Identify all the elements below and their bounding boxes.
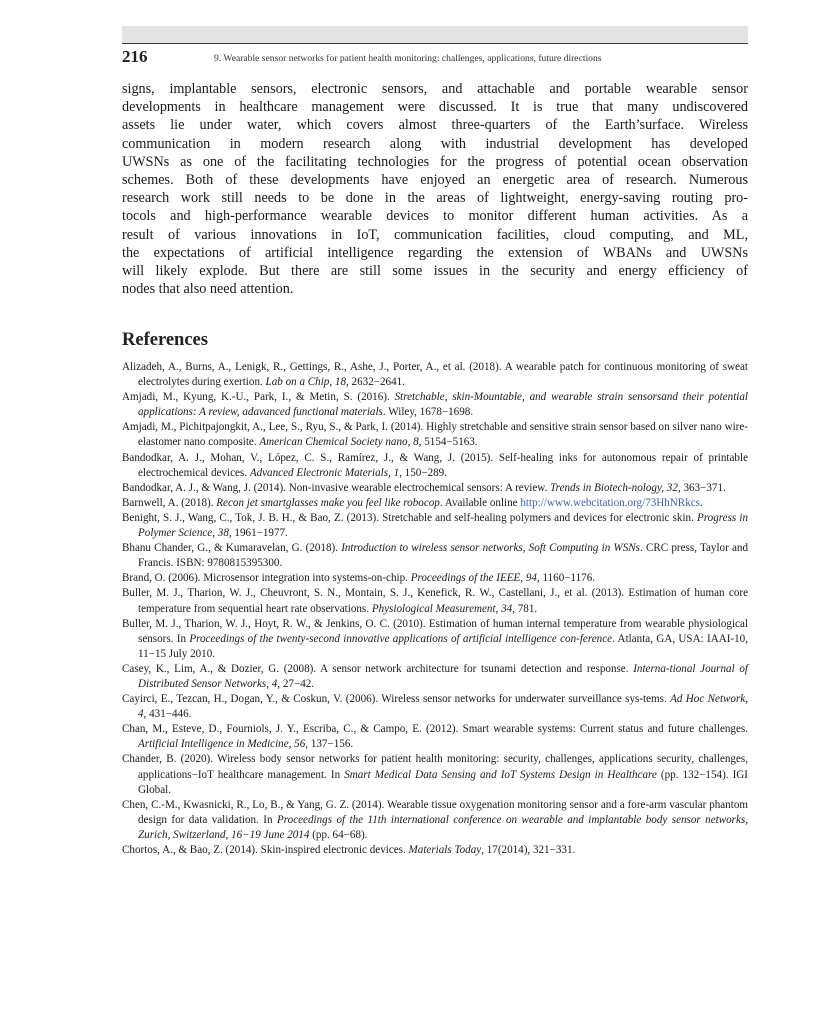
reference-text: Bhanu Chander, G., & Kumaravelan, G. (2018). <box>122 542 342 555</box>
reference-source: Proceedings of the IEEE, 94 <box>410 572 537 585</box>
reference-pages: , 5154−5163. <box>418 436 478 449</box>
reference-item <box>122 390 748 420</box>
reference-item <box>122 511 748 541</box>
reference-pages: . CRC press, Taylor and Francis. ISBN: 9780815395300. <box>138 542 748 570</box>
reference-pages: , 1160−1176. <box>536 572 596 585</box>
reference-pages: , 17(2014), 321−331. <box>481 844 576 856</box>
body-line: assets lie under water, which covers almost three-quarters of the Earth’surface. Wireless <box>122 117 748 134</box>
references-heading: References <box>122 330 208 350</box>
reference-text: Bandodkar, A. J., & Wang, J. (2014). Non-invasive wearable electrochemical sensors: A review. <box>122 481 551 494</box>
reference-pages: . Wiley, 1678−1698. <box>382 406 474 419</box>
reference-item <box>122 692 748 722</box>
reference-text: Alizadeh, A., Burns, A., Lenigk, R., Gettings, R., Ashe, J., Porter, A., et al. (2018). A wearable patch for continuous monitoring of sweat electrolytes during exertion. <box>122 361 748 389</box>
reference-item <box>122 586 748 616</box>
reference-pages: , 1961−1977. <box>228 527 288 540</box>
reference-source: Physiological Measurement, 34 <box>371 602 513 615</box>
reference-item <box>122 752 748 797</box>
reference-source: Smart Medical Data Sensing and IoT Systems Design in Healthcare <box>344 768 657 781</box>
reference-item <box>122 722 748 752</box>
reference-pages: , 2632−2641. <box>346 376 405 389</box>
reference-source: Proceedings of the twenty-second innovative applications of artificial intelligence con-ference <box>189 632 613 645</box>
reference-source: Introduction to wireless sensor networks, Soft Computing in WSNs <box>341 542 640 555</box>
reference-pages: . Available online <box>439 496 521 509</box>
body-paragraph <box>122 80 748 298</box>
reference-pages: (pp. 132−154). IGI Global. <box>138 768 748 796</box>
body-line: nodes that also need attention. <box>122 281 294 298</box>
body-line: research work still needs to be done in the areas of lightweight, energy-saving routing pro- <box>122 190 748 207</box>
reference-source: Progress in Polymer Science, 38 <box>138 511 748 540</box>
reference-source: Lab on a Chip, 18 <box>265 376 346 389</box>
body-line: schemes. Both of these developments have enjoyed an energetic area of research. Numerous <box>122 172 748 189</box>
reference-pages: . Atlanta, GA, USA: IAAI-10, 11−15 July 2010. <box>138 632 748 660</box>
reference-pages: (pp. 64−68). <box>309 828 368 841</box>
reference-item <box>122 420 748 450</box>
reference-item <box>122 496 748 511</box>
reference-text: Chen, C.-M., Kwasnicki, R., Lo, B., & Yang, G. Z. (2014). Wearable tissue oxygenation monitoring sensor and a fore-arm vascular phantom design for data validation. In <box>122 798 748 826</box>
reference-source: Trends in Biotech-nology, 32 <box>550 481 678 494</box>
reference-source: Interna-tional Journal of Distributed Sensor Networks, 4 <box>138 662 748 690</box>
reference-source: Artificial Intelligence in Medicine, 56 <box>138 738 306 751</box>
body-line: developments in healthcare management were discussed. It is true that many undiscovered <box>122 99 748 116</box>
reference-text: Benight, S. J., Wang, C., Tok, J. B. H., & Bao, Z. (2013). Stretchable and self-healing polymers and devices for electronic skin. <box>122 511 697 524</box>
reference-source: Ad Hoc Network, 4 <box>138 693 748 721</box>
reference-text: Cayirci, E., Tezcan, H., Dogan, Y., & Coskun, V. (2006). Wireless sensor networks for underwater surveillance sys-tems. <box>122 693 671 706</box>
reference-pages: , 781. <box>512 602 538 615</box>
body-line: result of various innovations in IoT, communication facilities, cloud computing, and ML, <box>122 226 748 243</box>
reference-text: Buller, M. J., Tharion, W. J., Hoyt, R. W., & Jenkins, O. C. (2010). Estimation of human internal temperature from wearable physiological sensors. In <box>122 617 748 645</box>
reference-item <box>122 451 748 481</box>
reference-item <box>122 571 748 586</box>
reference-item <box>122 662 748 692</box>
header-band <box>122 26 748 43</box>
header-rule <box>122 43 748 44</box>
reference-item <box>122 798 748 843</box>
body-line: the expectations of artificial intelligence regarding the extension of WBANs and UWSNs <box>122 244 748 261</box>
body-line: tocols and high-performance wearable devices to monitor different human activities. As a <box>122 208 748 225</box>
reference-item <box>122 843 748 858</box>
reference-link[interactable]: http://www.webcitation.org/73HhNRkcs <box>520 496 700 509</box>
reference-source: Recon jet smartglasses make you feel like robocop <box>216 496 440 509</box>
reference-pages: , 27−42. <box>277 677 315 690</box>
reference-text: Chan, M., Esteve, D., Fourniols, J. Y., Escriba, C., & Campo, E. (2012). Smart wearable systems: Current status and future challenges. <box>122 723 748 736</box>
reference-text: Casey, K., Lim, A., & Dozier, G. (2008). A sensor network architecture for tsunami detection and response. <box>122 662 634 675</box>
reference-source: American Chemical Society nano, 8 <box>259 436 419 449</box>
reference-text: Amjadi, M., Kyung, K.-U., Park, I., & Metin, S. (2016). <box>122 391 395 404</box>
page-number: 216 <box>122 47 148 66</box>
reference-item <box>122 481 748 496</box>
running-head: 9. Wearable sensor networks for patient health monitoring: challenges, applications, future directions <box>214 53 602 64</box>
reference-pages: , 150−289. <box>399 466 447 479</box>
reference-item <box>122 541 748 571</box>
reference-text: Brand, O. (2006). Microsensor integration into systems-on-chip. <box>122 572 411 585</box>
reference-text: Amjadi, M., Pichitpajongkit, A., Lee, S., Ryu, S., & Park, I. (2014). Highly stretchable and sensitive strain sensor based on silver nano wire-elastomer nano composite. <box>122 421 748 449</box>
reference-source: Materials Today <box>408 844 482 856</box>
reference-pages: , 363−371. <box>677 481 726 494</box>
reference-item <box>122 617 748 662</box>
body-line: will likely explode. But there are still some issues in the security and energy efficiency of <box>122 263 748 280</box>
reference-source: Proceedings of the 11th international conference on wearable and implantable body sensor networks, Zurich, Switzerland, 16−19 June 2014 <box>138 813 748 841</box>
body-line: UWSNs as one of the facilitating technologies for the progress of potential ocean observation <box>122 153 748 170</box>
reference-text: Buller, M. J., Tharion, W. J., Cheuvront, S. N., Montain, S. J., Kenefick, R. W., Castellani, J., et al. (2013). Estimation of human core temperature from sequential heart rate observations. <box>122 587 748 615</box>
body-line: communication in modern research along with industrial development has developed <box>122 135 748 152</box>
reference-pages: , 137−156. <box>305 738 354 751</box>
body-line: signs, implantable sensors, electronic sensors, and attachable and portable wearable sensor <box>122 81 748 97</box>
reference-end: . <box>700 496 703 509</box>
reference-source: Stretchable, skin-Mountable, and wearable strain sensorsand their potential applications: A review, adavanced functional materials <box>138 391 748 419</box>
reference-text: Bandodkar, A. J., Mohan, V., López, C. S., Ramírez, J., & Wang, J. (2015). Self-healing inks for autonomous repair of printable electrochemical devices. <box>122 451 748 479</box>
reference-list <box>122 360 748 858</box>
reference-text: Barnwell, A. (2018). <box>122 496 217 509</box>
reference-pages: , 431−446. <box>143 708 192 721</box>
reference-text: Chander, B. (2020). Wireless body sensor networks for patient health monitoring: security, challenges, applications security, challenges, applications−IoT healthcare management. In <box>122 753 748 781</box>
reference-text: Chortos, A., & Bao, Z. (2014). Skin-inspired electronic devices. <box>122 844 409 856</box>
reference-source: Advanced Electronic Materials, 1 <box>249 466 400 479</box>
reference-item <box>122 360 748 390</box>
